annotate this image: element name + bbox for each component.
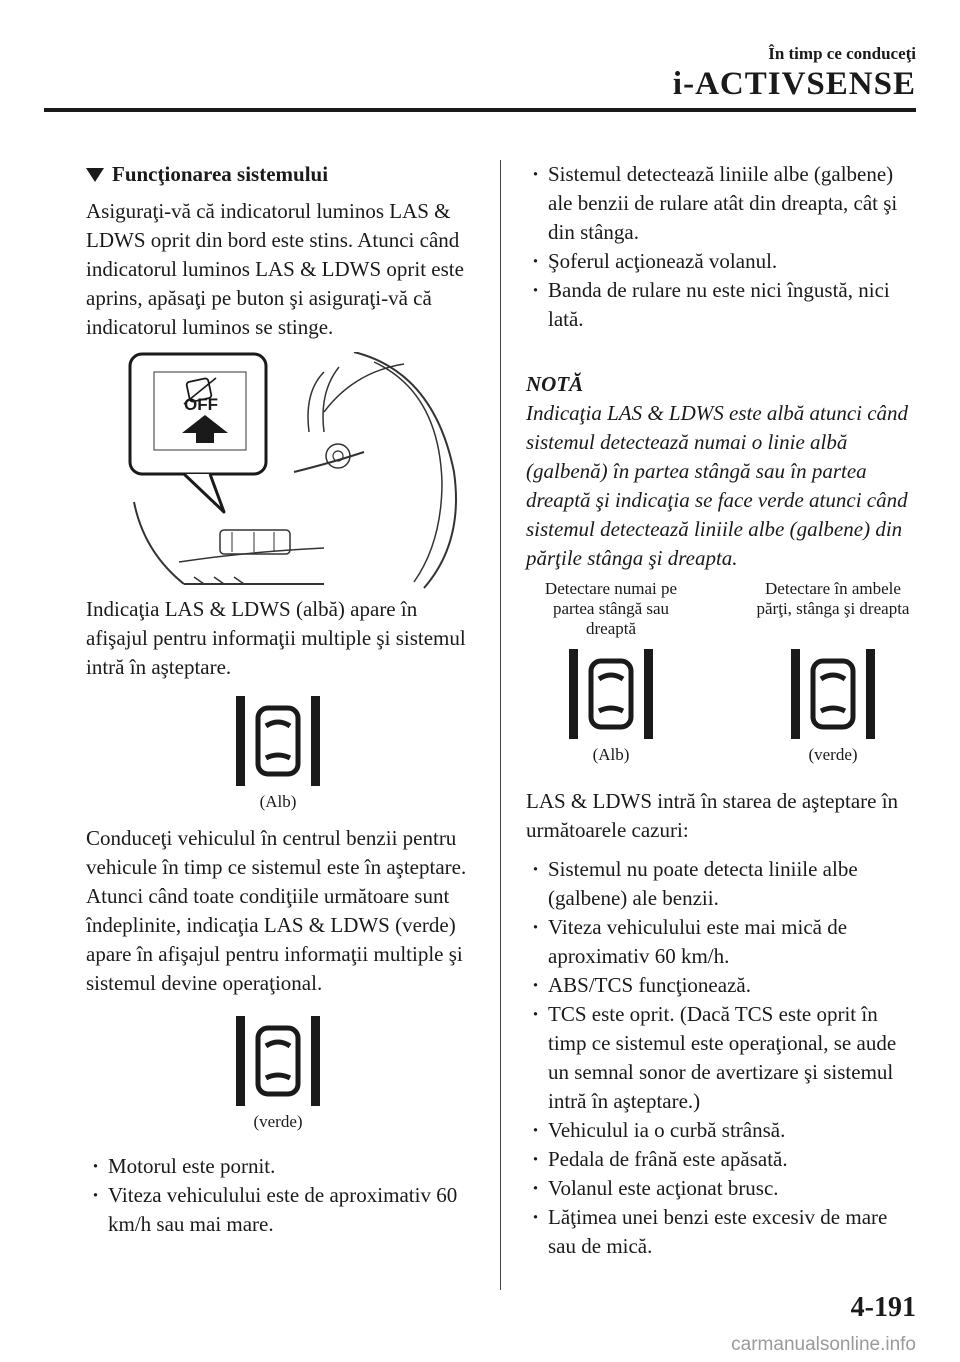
standby-cases-list (526, 855, 918, 1261)
list-item: · TCS este oprit. (Dacă TCS este oprit în timp ce sistemul este operaţional, se aude un semnal sonor de avertizare şi sistemul intră în aşteptare.) (526, 1000, 918, 1116)
column-divider (500, 160, 501, 1290)
list-item: · ABS/TCS funcţionează. (526, 971, 918, 1000)
note-title: NOTĂ (526, 372, 584, 396)
figure-label-single: Detectare numai pe partea stângă sau dreaptă (544, 579, 678, 638)
figure-both-sides (748, 579, 918, 765)
off-label: OFF (184, 395, 218, 414)
section-heading (86, 160, 478, 189)
page-number: 4-191 (850, 1292, 916, 1323)
las-indicator-single (569, 649, 653, 739)
figure-caption-verde: (verde) (808, 745, 858, 764)
conditions-list-continued (526, 160, 918, 334)
intro-paragraph: Asiguraţi-vă că indicatorul luminos LAS & LDWS oprit din bord este stins. Atunci când indicatorul luminos LAS & LDWS oprit este aprins, apăsaţi pe buton şi asiguraţi-vă că indicatorul luminos se stinge. (86, 199, 464, 339)
standby-paragraph: Indicaţia LAS & LDWS (albă) apare în afişajul pentru informaţii multiple şi sistemul intră în aşteptare. (86, 597, 466, 679)
las-indicator-both (791, 649, 875, 739)
left-column (86, 160, 478, 1239)
running-header-subtitle: În timp ce conduceţi (768, 44, 916, 63)
list-item: · Şoferul acţionează volanul. (526, 247, 918, 276)
standby-cases-paragraph: LAS & LDWS intră în starea de aşteptare în următoarele cazuri: (526, 789, 899, 842)
list-item: · Vehiculul ia o curbă strânsă. (526, 1116, 918, 1145)
list-item: · Lăţimea unei benzi este excesiv de mare sau de mică. (526, 1203, 918, 1261)
list-item: · Sistemul nu poate detecta liniile albe (galbene) ale benzii. (526, 855, 918, 913)
triangle-marker-icon (86, 168, 104, 182)
figure-label-both: Detectare în ambele părţi, stânga şi dreapta (756, 579, 910, 618)
conditions-list (86, 1152, 478, 1239)
watermark: carmanualsonline.info (731, 1334, 916, 1355)
list-item: · Viteza vehiculului este mai mică de aproximativ 60 km/h. (526, 913, 918, 971)
section-heading-text: Funcţionarea sistemului (112, 162, 329, 186)
las-indicator-green (236, 1016, 320, 1106)
running-header-title: i-ACTIVSENSE (672, 66, 916, 102)
right-column (526, 160, 918, 1261)
operational-paragraph: Conduceţi vehiculul în centrul benzii pentru vehicule în timp ce sistemul este în aşteptare. Atunci când toate condiţiile următoare sunt îndeplinite, indicaţia LAS & LDWS (verde) apare în afişajul pentru informaţii multiple şi sistemul devine operaţional. (86, 826, 467, 995)
list-item: · Motorul este pornit. (86, 1152, 478, 1181)
figure-single-side (526, 579, 696, 765)
list-item: · Viteza vehiculului este de aproximativ 60 km/h sau mai mare. (86, 1181, 478, 1239)
list-item: · Volanul este acţionat brusc. (526, 1174, 918, 1203)
las-indicator-white (236, 696, 320, 786)
header-rule (44, 108, 916, 112)
caption-alb: (Alb) (259, 792, 297, 811)
list-item: · Pedala de frână este apăsată. (526, 1145, 918, 1174)
note-body: Indicaţia LAS & LDWS este albă atunci când sistemul detectează numai o linie albă (galbenă) în partea stângă sau în partea dreaptă şi indicaţia se face verde atunci când sistemul detectează liniile albe (galbene) din părţile stânga şi dreapta. (526, 401, 909, 570)
up-arrow-icon (180, 413, 230, 445)
figure-caption-alb: (Alb) (592, 745, 630, 764)
caption-verde: (verde) (253, 1112, 303, 1131)
list-item: · Banda de rulare nu este nici îngustă, nici lată. (526, 276, 918, 334)
detection-figures (526, 579, 918, 765)
list-item: · Sistemul detectează liniile albe (galbene) ale benzii de rulare atât din dreapta, cât şi din stânga. (526, 160, 918, 247)
